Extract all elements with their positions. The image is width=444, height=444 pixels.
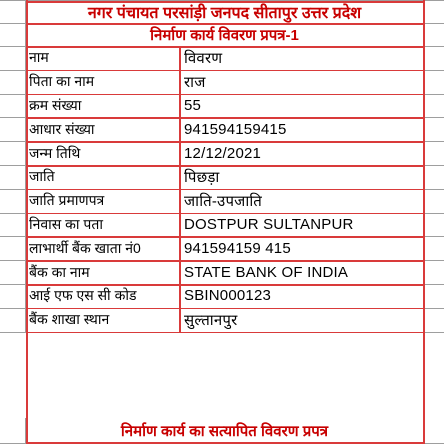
row-value: STATE BANK OF INDIA (180, 260, 424, 284)
table-row (0, 94, 444, 118)
row-value: 55 (180, 94, 424, 118)
footer-text: निर्माण कार्य का सत्यापित विवरण प्रपत्र (26, 418, 424, 444)
table-border (26, 260, 424, 262)
row-value: SBIN000123 (180, 284, 424, 308)
table-border (423, 0, 425, 444)
table-row (0, 141, 444, 165)
row-label: बैंक शाखा स्थान (26, 308, 180, 332)
table-border (26, 141, 424, 143)
row-value: पिछड़ा (180, 165, 424, 189)
row-label: बैंक का नाम (26, 260, 180, 284)
column-divider (179, 46, 181, 332)
table-border (26, 165, 424, 167)
table-row (0, 117, 444, 141)
table-border (26, 332, 424, 334)
table-row (0, 213, 444, 237)
row-label: पिता का नाम (26, 70, 180, 94)
row-value: 12/12/2021 (180, 141, 424, 165)
row-label: जाति प्रमाणपत्र (26, 189, 180, 213)
row-value: DOSTPUR SULTANPUR (180, 213, 424, 237)
row-label: आधार संख्या (26, 117, 180, 141)
title-row (0, 0, 444, 23)
table-border (26, 236, 424, 238)
row-label: क्रम संख्या (26, 94, 180, 118)
table-border (26, 189, 424, 191)
table-border (26, 213, 424, 215)
table-border (26, 284, 424, 286)
row-label: आई एफ एस सी कोड (26, 284, 180, 308)
row-value: राज (180, 70, 424, 94)
row-label: जाति (26, 165, 180, 189)
table-border (26, 308, 424, 310)
table-row (0, 260, 444, 284)
table-row (0, 46, 444, 70)
table-row (0, 284, 444, 308)
table-border (26, 0, 28, 444)
table-row (0, 165, 444, 189)
table-row (0, 236, 444, 260)
row-value: 941594159 415 (180, 236, 424, 260)
table-border (26, 442, 424, 444)
table-row (0, 70, 444, 94)
row-label: निवास का पता (26, 213, 180, 237)
table-border (26, 94, 424, 96)
table-border (26, 1, 424, 3)
row-value: विवरण (180, 46, 424, 70)
footer-row (0, 418, 444, 444)
table-border (26, 117, 424, 119)
row-label: जन्म तिथि (26, 141, 180, 165)
page-title: नगर पंचायत परसांड़ी जनपद सीतापुर उत्तर प्रदेश (26, 0, 424, 23)
table-row (0, 189, 444, 213)
row-label: लाभार्थी बैंक खाता नं0 (26, 236, 180, 260)
table-border (26, 46, 424, 48)
table-border (26, 70, 424, 72)
row-label: नाम (26, 46, 180, 70)
row-value: 941594159415 (180, 117, 424, 141)
table-row (0, 308, 444, 332)
table-border (26, 23, 424, 25)
row-value: जाति-उपजाति (180, 189, 424, 213)
subtitle-row (0, 23, 444, 46)
row-value: सुल्तानपुर (180, 308, 424, 332)
page-subtitle: निर्माण कार्य विवरण प्रपत्र-1 (26, 23, 424, 46)
